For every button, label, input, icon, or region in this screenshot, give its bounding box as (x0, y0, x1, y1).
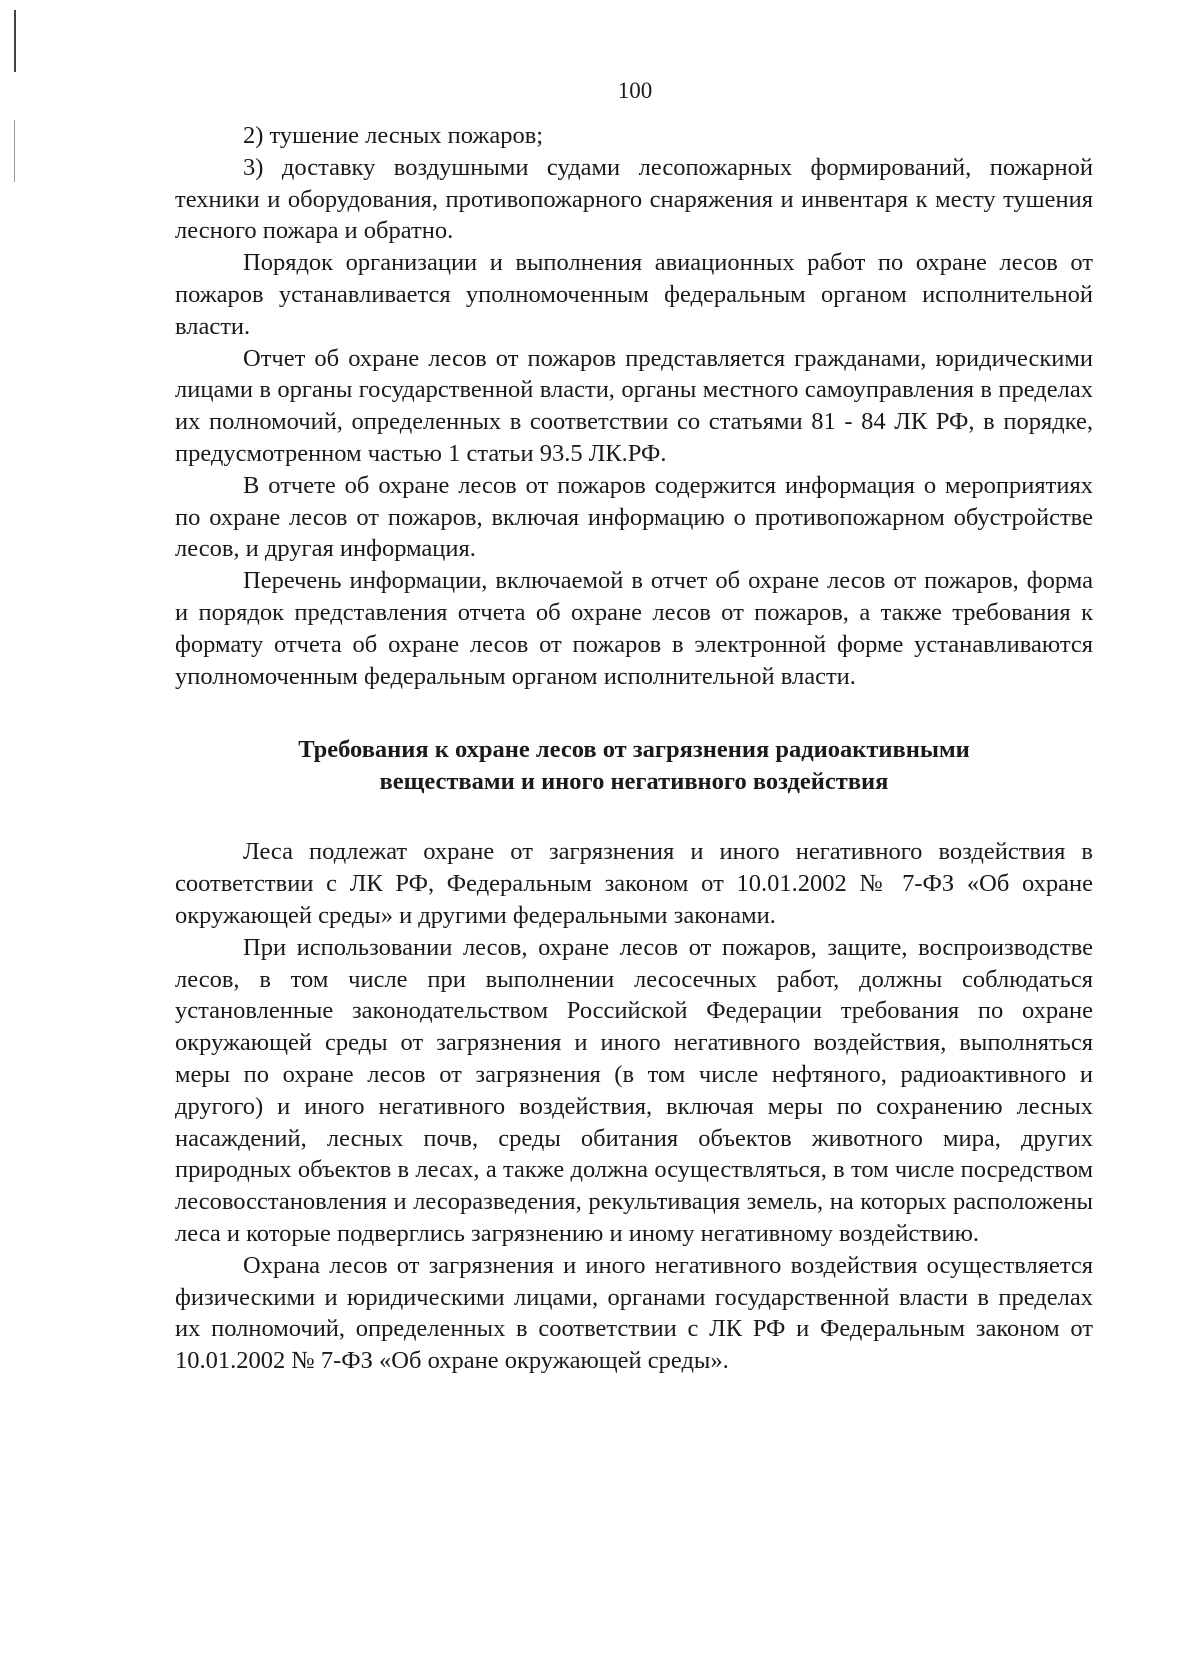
paragraph-fire-report: Отчет об охране лесов от пожаров представляется гражданами, юридическими лицами в органы государственной власти, органы местного самоуправления в пределах их полномочий, определенных в соответствии со статьями 81 - 84 ЛК РФ, в порядке, предусмотренном частью 1 статьи 93.5 ЛК.РФ. (175, 344, 1093, 467)
list-item-2: 2) тушение лесных пожаров; (243, 122, 544, 149)
paragraph-protection-basis: Леса подлежат охране от загрязнения и иного негативного воздействия в соответствии с ЛК РФ, Федеральным законом от 10.01.2002 № 7-ФЗ «Об охране окружающей среды» и другими федеральными законами. (175, 838, 1093, 929)
section-heading-line-2: веществами и иного негативного воздействия (379, 768, 889, 796)
paragraph-report-format: Перечень информации, включаемой в отчет об охране лесов от пожаров, форма и порядок представления отчета об охране лесов от пожаров, а также требования к формату отчета об охране лесов от пожаров в электронной форме устанавливаются уполномоченным федеральным органом исполнительной власти. (175, 567, 1093, 690)
list-item-3: 3) доставку воздушными судами лесопожарных формирований, пожарной техники и оборудования, противопожарного снаряжения и инвентаря к месту тушения лесного пожара и обратно. (175, 153, 1093, 245)
section-heading-line-1: Требования к охране лесов от загрязнения радиоактивными (298, 736, 970, 764)
paragraph-aviation-works: Порядок организации и выполнения авиационных работ по охране лесов от пожаров устанавливается уполномоченным федеральным органом исполнительной власти. (175, 249, 1093, 340)
scan-edge-mark (14, 10, 16, 72)
section-heading (175, 734, 1093, 798)
document-body (175, 120, 1093, 1377)
paragraph-responsible-parties: Охрана лесов от загрязнения и иного негативного воздействия осуществляется физическими и юридическими лицами, органами государственной власти в пределах их полномочий, определенных в соответствии с ЛК РФ и Федеральным законом от 10.01.2002 № 7-ФЗ «Об охране окружающей среды». (175, 1251, 1093, 1375)
scan-edge-mark (14, 120, 15, 182)
page-number: 100 (617, 78, 653, 103)
paragraph-report-contents: В отчете об охране лесов от пожаров содержится информация о мероприятиях по охране лесов от пожаров, включая информацию о противопожарном обустройстве лесов, и другая информация. (175, 471, 1093, 563)
paragraph-requirements: При использовании лесов, охране лесов от пожаров, защите, воспроизводстве лесов, в том числе при выполнении лесосечных работ, должны соблюдаться установленные законодательством Российской Федерации требования по охране окружающей среды от загрязнения и иного негативного воздействия, выполняться меры по охране лесов от загрязнения (в том числе нефтяного, радиоактивного и другого) и иного негативного воздействия, включая меры по сохранению лесных насаждений, лесных почв, среды обитания объектов животного мира, других природных объектов в лесах, а также должна осуществляться, в том числе посредством лесовосстановления и лесоразведения, рекультивация земель, на которых расположены леса и которые подверглись загрязнению и иному негативному воздействию. (175, 933, 1093, 1247)
